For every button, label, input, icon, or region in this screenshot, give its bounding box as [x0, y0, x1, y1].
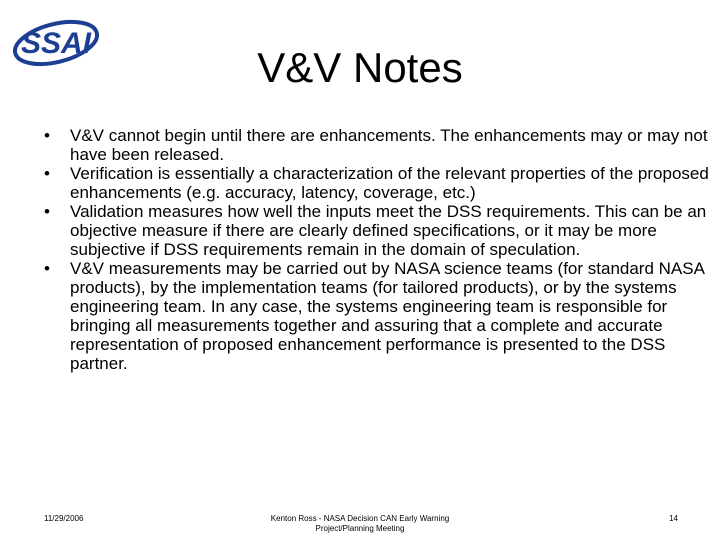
bullet-mark: • [44, 202, 50, 221]
bullet-mark: • [44, 164, 50, 183]
bullet-text: V&V cannot begin until there are enhancements. The enhancements may or may not have been released. [70, 126, 708, 164]
bullet-item [44, 126, 720, 164]
bullet-text: V&V measurements may be carried out by NASA science teams (for standard NASA products), by the implementation teams (for tailored products), or by the systems engineering team. In any case, the systems engineering team is responsible for bringing all measurements together and assuring that a complete and accurate representation of proposed enhancement performance is presented to the DSS partner. [70, 259, 705, 373]
slide-title: V&V Notes [257, 44, 463, 91]
bullet-item [44, 259, 720, 373]
bullet-text: Verification is essentially a characterization of the relevant properties of the proposed enhancements (e.g. accuracy, latency, coverage, etc.) [70, 164, 709, 202]
footer-date: 11/29/2006 [44, 514, 84, 523]
bullet-item [44, 202, 720, 259]
bullet-mark: • [44, 126, 50, 145]
page-number: 14 [669, 514, 678, 523]
bullet-list [44, 126, 720, 373]
bullet-mark: • [44, 259, 50, 278]
bullet-text: Validation measures how well the inputs meet the DSS requirements. This can be an objective measure if there are clearly defined specifications, or it may be more subjective if DSS requirements remain in the domain of speculation. [70, 202, 707, 259]
footer-presenter-line-1: Kenton Ross - NASA Decision CAN Early Warning [270, 514, 450, 523]
svg-text:SSAI: SSAI [20, 27, 92, 60]
footer-presenter-line-2: Project/Planning Meeting [315, 524, 405, 533]
bullet-item [44, 164, 720, 202]
footer-presenter [240, 514, 480, 534]
